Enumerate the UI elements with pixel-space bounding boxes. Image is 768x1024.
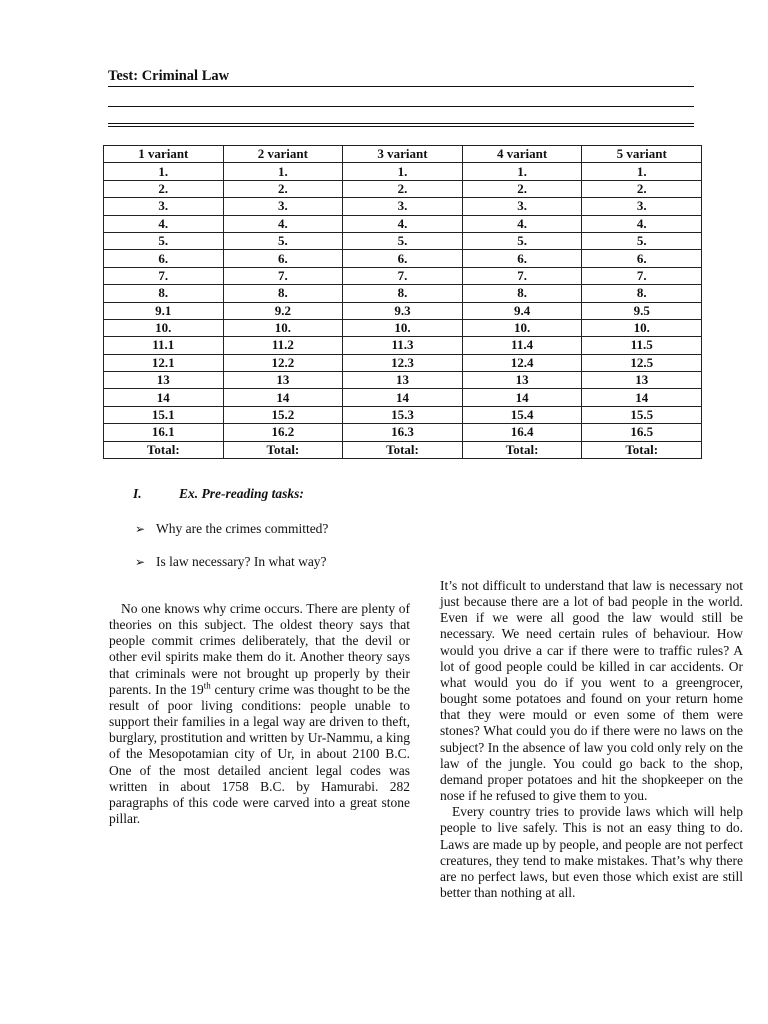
table-cell: 2. xyxy=(104,180,224,197)
table-cell: 6. xyxy=(104,250,224,267)
section-title: Ex. Pre-reading tasks: xyxy=(179,486,304,501)
table-cell: Total: xyxy=(582,441,702,458)
table-row xyxy=(104,389,702,406)
table-cell: 9.5 xyxy=(582,302,702,319)
paragraph xyxy=(109,601,410,827)
table-cell: 5. xyxy=(343,232,463,249)
page-title: Test: Criminal Law xyxy=(108,68,230,84)
question-text: Is law necessary? In what way? xyxy=(156,554,327,569)
table-row xyxy=(104,285,702,302)
table-cell: 14 xyxy=(462,389,582,406)
title-underline xyxy=(108,86,694,87)
table-cell: 5. xyxy=(223,232,343,249)
right-column-text xyxy=(440,578,743,901)
table-row xyxy=(104,163,702,180)
table-cell: 12.2 xyxy=(223,354,343,371)
table-cell: 14 xyxy=(582,389,702,406)
column-header: 2 variant xyxy=(223,146,343,163)
table-cell: 8. xyxy=(462,285,582,302)
table-cell: 2. xyxy=(343,180,463,197)
table-row xyxy=(104,354,702,371)
table-row xyxy=(104,319,702,336)
table-cell: 3. xyxy=(582,198,702,215)
table-cell: 13 xyxy=(104,372,224,389)
table-cell: 14 xyxy=(104,389,224,406)
question-text: Why are the crimes committed? xyxy=(156,521,329,536)
table-cell: 7. xyxy=(462,267,582,284)
table-cell: 2. xyxy=(462,180,582,197)
column-header: 3 variant xyxy=(343,146,463,163)
table-cell: 1. xyxy=(462,163,582,180)
table-cell: 7. xyxy=(223,267,343,284)
table-cell: Total: xyxy=(462,441,582,458)
table-row xyxy=(104,302,702,319)
table-cell: 16.4 xyxy=(462,424,582,441)
table-cell: 15.3 xyxy=(343,406,463,423)
table-row xyxy=(104,337,702,354)
table-row xyxy=(104,406,702,423)
table-cell: 13 xyxy=(462,372,582,389)
table-cell: 11.4 xyxy=(462,337,582,354)
table-cell: 7. xyxy=(582,267,702,284)
table-cell: 7. xyxy=(343,267,463,284)
table-cell: 10. xyxy=(223,319,343,336)
table-cell: 5. xyxy=(104,232,224,249)
paragraph-text: century crime was thought to be the result of poor living conditions: people unable to support their families in a legal way are driven to theft, burglary, prostitution and written by Ur-Nammu, a king of the Mesopotamian city of Ur, in about 2100 B.C. One of the most detailed ancient legal codes was written in about 1758 B.C. by Hamurabi. 282 paragraphs of this code were carved into a great stone pillar. xyxy=(109,681,410,827)
table-row xyxy=(104,232,702,249)
column-header: 1 variant xyxy=(104,146,224,163)
table-cell: 14 xyxy=(343,389,463,406)
answer-table-body xyxy=(104,163,702,459)
table-row xyxy=(104,372,702,389)
table-cell: 8. xyxy=(582,285,702,302)
answer-table xyxy=(103,145,702,459)
table-cell: 11.1 xyxy=(104,337,224,354)
blank-line-1 xyxy=(108,106,694,107)
table-cell: 8. xyxy=(223,285,343,302)
section-heading xyxy=(133,486,304,502)
table-row xyxy=(104,441,702,458)
table-cell: 4. xyxy=(343,215,463,232)
table-cell: 16.3 xyxy=(343,424,463,441)
superscript: th xyxy=(203,680,211,691)
paragraph: Every country tries to provide laws which will help people to live safely. This is not an easy thing to do. Laws are made up by people, and people are not perfect creatures, they tend to make mistakes. That’s why there are no perfect laws, but even those which exist are still better than nothing at all. xyxy=(440,804,743,900)
table-row xyxy=(104,198,702,215)
table-cell: 13 xyxy=(582,372,702,389)
table-cell: 9.2 xyxy=(223,302,343,319)
table-cell: 8. xyxy=(104,285,224,302)
table-cell: 10. xyxy=(343,319,463,336)
table-cell: 3. xyxy=(343,198,463,215)
table-cell: 4. xyxy=(462,215,582,232)
table-cell: 12.4 xyxy=(462,354,582,371)
table-cell: 9.4 xyxy=(462,302,582,319)
table-cell: 6. xyxy=(462,250,582,267)
table-cell: 8. xyxy=(343,285,463,302)
table-cell: 1. xyxy=(223,163,343,180)
column-header: 5 variant xyxy=(582,146,702,163)
question-item xyxy=(135,554,327,570)
table-cell: 3. xyxy=(462,198,582,215)
table-cell: 12.1 xyxy=(104,354,224,371)
column-header: 4 variant xyxy=(462,146,582,163)
table-cell: 4. xyxy=(582,215,702,232)
table-cell: 6. xyxy=(343,250,463,267)
table-row xyxy=(104,424,702,441)
table-cell: 2. xyxy=(582,180,702,197)
table-cell: Total: xyxy=(104,441,224,458)
section-number: I. xyxy=(133,486,142,501)
table-cell: 16.5 xyxy=(582,424,702,441)
paragraph: It’s not difficult to understand that law is necessary not just because there are a lot of bad people in the world. Even if we were all good the law would still be necessary. We need certain rules of behaviour. How would you drive a car if there were to traffic rules? A lot of good people could be killed in car accidents. Or what would you do if you went to a greengrocer, bought some potatoes and found on your return home that they were mould or even some of them were stones? What could you do if there were no laws on the subject? In the absence of law you cold only rely on the law of the jungle. You could go back to the shop, demand proper potatoes and hit the shopkeeper on the nose if he refused to give them to you. xyxy=(440,578,743,804)
left-column-text xyxy=(109,601,410,827)
answer-table-header-row xyxy=(104,146,702,163)
table-cell: 1. xyxy=(582,163,702,180)
table-cell: 2. xyxy=(223,180,343,197)
table-cell: 6. xyxy=(223,250,343,267)
table-cell: 6. xyxy=(582,250,702,267)
table-row xyxy=(104,180,702,197)
table-cell: 3. xyxy=(104,198,224,215)
table-cell: 11.5 xyxy=(582,337,702,354)
table-row xyxy=(104,250,702,267)
table-cell: 15.5 xyxy=(582,406,702,423)
table-cell: 1. xyxy=(104,163,224,180)
table-cell: 4. xyxy=(223,215,343,232)
table-row xyxy=(104,267,702,284)
table-cell: 15.2 xyxy=(223,406,343,423)
blank-line-2 xyxy=(108,123,694,124)
table-cell: 13 xyxy=(223,372,343,389)
table-cell: 15.4 xyxy=(462,406,582,423)
table-cell: 3. xyxy=(223,198,343,215)
table-cell: 11.3 xyxy=(343,337,463,354)
table-cell: Total: xyxy=(223,441,343,458)
table-cell: 5. xyxy=(582,232,702,249)
blank-line-3 xyxy=(108,126,694,127)
table-cell: 16.2 xyxy=(223,424,343,441)
table-row xyxy=(104,215,702,232)
table-cell: 11.2 xyxy=(223,337,343,354)
question-item xyxy=(135,521,328,537)
table-cell: 9.1 xyxy=(104,302,224,319)
arrow-bullet-icon: ➢ xyxy=(135,555,146,569)
table-cell: 9.3 xyxy=(343,302,463,319)
paragraph-text: No one knows why crime occurs. There are plenty of theories on this subject. The oldest theory says that people commit crimes deliberately, that the devil or other evil spirits make them do it. Another theory says that criminals were not brought up properly by their parents. In the 19 xyxy=(109,601,410,697)
table-cell: 10. xyxy=(462,319,582,336)
table-cell: 10. xyxy=(582,319,702,336)
table-cell: 14 xyxy=(223,389,343,406)
table-cell: 1. xyxy=(343,163,463,180)
table-cell: 15.1 xyxy=(104,406,224,423)
table-cell: 13 xyxy=(343,372,463,389)
arrow-bullet-icon: ➢ xyxy=(135,522,146,536)
table-cell: 10. xyxy=(104,319,224,336)
table-cell: 16.1 xyxy=(104,424,224,441)
table-cell: 7. xyxy=(104,267,224,284)
table-cell: 12.5 xyxy=(582,354,702,371)
table-cell: 5. xyxy=(462,232,582,249)
table-cell: 12.3 xyxy=(343,354,463,371)
table-cell: Total: xyxy=(343,441,463,458)
table-cell: 4. xyxy=(104,215,224,232)
